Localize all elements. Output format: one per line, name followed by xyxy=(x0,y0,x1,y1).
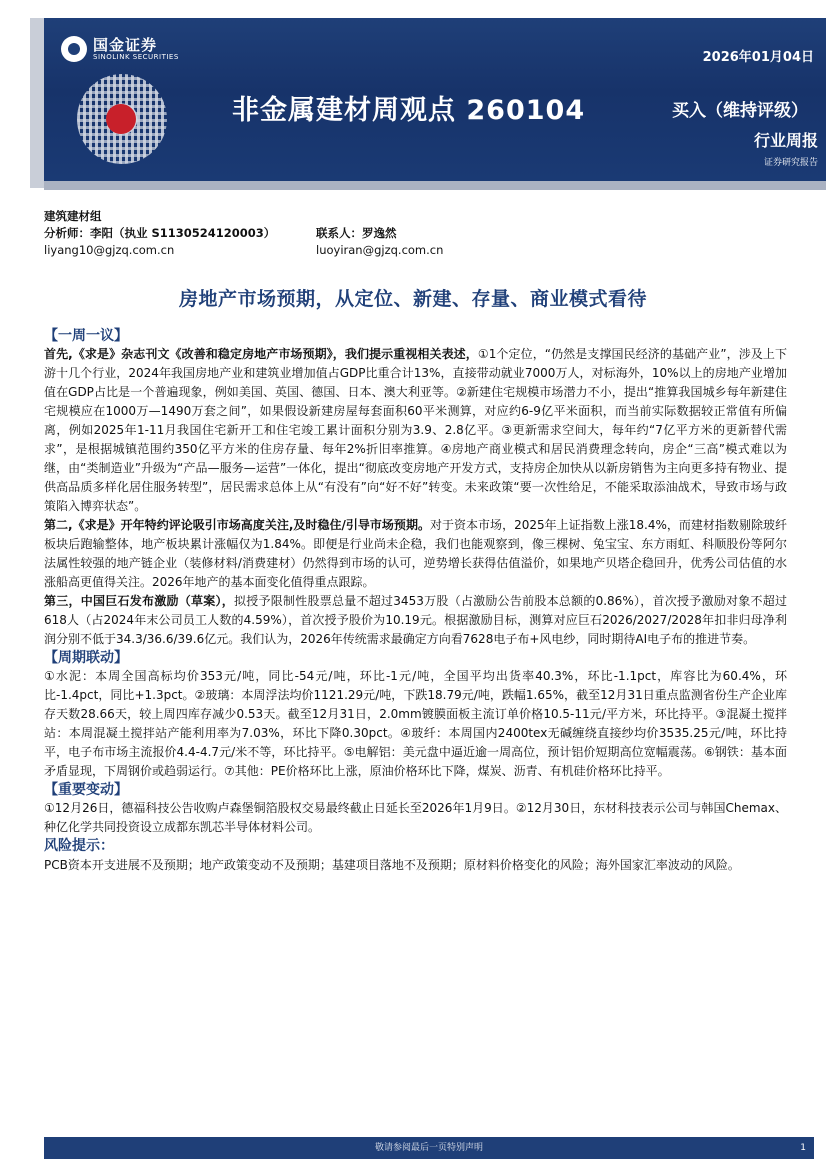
report-title: 非金属建材周观点 260104 xyxy=(232,95,586,126)
article-headline: 房地产市场预期，从定位、新建、存量、商业模式看待 xyxy=(178,288,647,310)
paragraph-second-lead: 第二,《求是》开年特约评论吸引市场高度关注,及时稳住/引导市场预期。 xyxy=(44,518,430,532)
qr-center-logo-icon xyxy=(106,104,136,134)
paragraph-second-body: 对于资本市场，2025年上证指数上涨18.4%，而建材指数剔除玻纤板块后跑输整体，地产板块累计涨幅仅为1.84%。即便是行业尚未企稳，我们也能观察到，像三棵树、兔宝宝、东方雨虹、科顺股份等阿尔法属性较强的地产链企业（装修材料/消费建材）仍然得到市场的认可，逆势增长获得估值溢价，如果地产贝塔企稳回升，优秀公司估值的水涨船高更值得关注。2026年地产的基本面变化值得重点跟踪。 xyxy=(44,518,787,589)
contact-name: 联系人：罗逸然 xyxy=(316,226,397,240)
footer-disclaimer[interactable]: 敬请参阅最后一页特别声明 xyxy=(374,1143,483,1153)
sinolink-logo-icon xyxy=(61,36,87,62)
section-heading-cycle: 【周期联动】 xyxy=(44,650,128,666)
page-number: 1 xyxy=(800,1143,806,1153)
report-date: 2026年01月04日 xyxy=(702,50,814,65)
brand-name-cn: 国金证券 xyxy=(93,35,158,54)
section-heading-risk: 风险提示： xyxy=(44,838,114,854)
analyst-email[interactable]: liyang10@gjzq.com.cn xyxy=(44,243,175,257)
section-heading-changes: 【重要变动】 xyxy=(44,782,128,798)
paragraph-third-lead: 第三，中国巨石发布激励（草案）， xyxy=(44,594,235,608)
analyst-name: 分析师：李阳（执业 S1130524120003） xyxy=(44,226,276,240)
paragraph-first-lead: 首先,《求是》杂志刊文《改善和稳定房地产市场预期》，我们提示重视相关表述， xyxy=(44,347,478,361)
report-body xyxy=(44,327,787,875)
paragraph-risk: PCB资本开支进展不及预期；地产政策变动不及预期；基建项目落地不及预期；原材料价格变化的风险；海外国家汇率波动的风险。 xyxy=(44,858,740,872)
paragraph-third xyxy=(44,592,787,649)
report-category: 证券研究报告 xyxy=(763,158,818,168)
research-group: 建筑建材组 xyxy=(44,209,102,223)
brand-logo xyxy=(61,36,179,62)
page-footer xyxy=(44,1137,814,1159)
brand-name-en: SINOLINK SECURITIES xyxy=(93,52,179,61)
paragraph-cycle: ①水泥：本周全国高标均价353元/吨，同比-54元/吨，环比-1元/吨，全国平均出货率40.3%，环比-1.1pct，库容比为60.4%，环比-1.4pct，同比+1.3pct。②玻璃：本周浮法均价1121.29元/吨，下跌18.79元/吨，跌幅1.65%，截至12月31日重点监测省份生产企业库存天数28.66天，较上周四库存减少0.53天。截至12月31日，2.0mm镀膜面板主流订单价格10.5-11元/平方米，环比持平。③混凝土搅拌站：本周混凝土搅拌站产能利用率为7.03%，环比下降0.30pct。④玻纤：本周国内2400tex无碱缠绕直接纱均价3535.25元/吨，环比持平，电子布市场主流报价4.4-4.7元/米不等，环比持平。⑤电解铝：美元盘中逼近逾一周高位，预计铝价短期高位宽幅震荡。⑥钢铁：基本面矛盾显现，下周钢价或趋弱运行。⑦其他：PE价格环比上涨，原油价格环比下降，煤炭、沥青、有机硅价格环比持平。 xyxy=(44,669,787,778)
paragraph-first xyxy=(44,345,787,516)
banner-shadow xyxy=(30,18,44,188)
paragraph-changes: ①12月26日，德福科技公告收购卢森堡铜箔股权交易最终截止日延长至2026年1月9日。②12月30日，东材科技表示公司与韩国Chemax、种亿化学共同投资设立成都东凯芯半导体材料公司。 xyxy=(44,801,787,834)
banner-bottom-strip xyxy=(44,181,826,190)
paragraph-second xyxy=(44,516,787,592)
contact-email[interactable]: luoyiran@gjzq.com.cn xyxy=(316,243,444,257)
paragraph-first-body: ①1个定位，“仍然是支撑国民经济的基础产业”，涉及上下游十几个行业，2024年我国房地产业和建筑业增加值占GDP比重合计13%，直接带动就业7000万人，对标海外，10%以上的房地产业增加值在GDP占比是一个普遍现象，例如美国、英国、德国、日本、澳大利亚等。②新建住宅规模市场潜力不小，提出“推算我国城乡每年新建住宅规模应在1000万—1490万套之间”，如果假设新建房屋每套面积60平米测算，对应约6-9亿平米面积，而当前实际数据较正常值有所偏离，例如2025年1-11月我国住宅新开工和住宅竣工累计面积分别为3.9、2.8亿平。③更新需求空间大，每年约“7亿平方米的更新替代需求”，是根据城镇范围约350亿平方米的住房存量、每年2%折旧率推算。④房地产商业模式和居民消费理念转向，房企“三高”模式难以为继，由“类制造业”升级为“产品—服务—运营”一体化，提出“彻底改变房地产开发方式，支持房企加快从以新房销售为主向更多持有物业、提供高品质多样化居住服务转型”，居民需求总体上从“有没有”向“好不好”转变。未来政策“要一次性给足，不能采取添油战术，导致市场与政策陷入博弈状态”。 xyxy=(44,347,787,513)
paragraph-third-body: 拟授予限制性股票总量不超过3453万股（占激励公告前股本总额的0.86%），首次授予激励对象不超过618人（占2024年末公司员工人数的4.59%），首次授予股价为10.19元。根据激励目标，测算对应巨石2026/2027/2028年扣非归母净利润分别不低于34.3/36.6/39.6亿元。我们认为，2026年传统需求最确定方向看7628电子布+风电纱，同时期待AI电子布的推进节奏。 xyxy=(44,594,787,646)
section-heading-weekly-view: 【一周一议】 xyxy=(44,328,128,344)
rating-label: 买入（维持评级） xyxy=(672,101,808,121)
report-type: 行业周报 xyxy=(753,131,818,150)
